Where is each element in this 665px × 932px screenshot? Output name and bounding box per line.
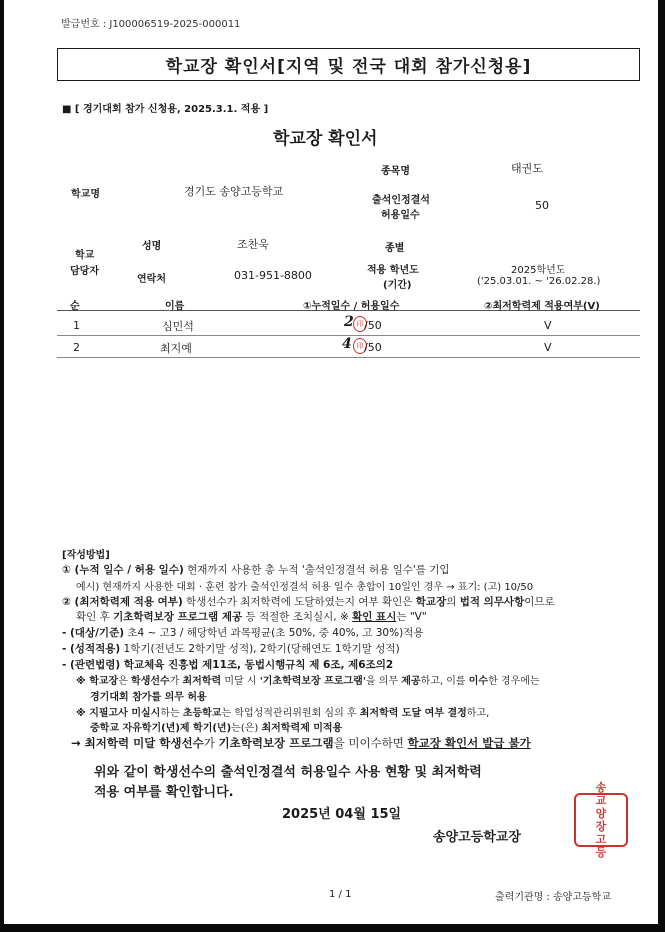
- row-1-seal-mark: 印: [353, 316, 367, 332]
- method-3-term: ② (최저학력제 적용 여부): [62, 596, 183, 608]
- method-line-11: [90, 719, 342, 734]
- main-title: 학교장 확인서[지역 및 전국 대회 참가신청용]: [57, 48, 640, 81]
- method-line-8: [76, 672, 540, 687]
- method-10-f: 하고,: [466, 708, 490, 719]
- method-line-2: 예시) 현재까지 사용한 대회 · 훈련 참가 출석인정결석 허용 일수 총합이 10일인 경우 → 표기: (고) 10/50: [76, 582, 534, 593]
- seal-char: 고: [595, 833, 607, 846]
- method-line-10: [76, 704, 489, 719]
- row-divider-2: [57, 357, 640, 358]
- row-2-allowed-days: /50: [364, 341, 382, 354]
- grade-year-label-2: (기간): [383, 280, 412, 291]
- contact-label: 연락처: [137, 274, 166, 285]
- method-6-text: 1학기(전년도 2학기말 성적), 2학기(당해연도 1학기말 성적): [120, 643, 400, 655]
- method-12-a: → 최저학력 미달 학생선수: [71, 736, 204, 750]
- row-2-seal-mark: 印: [353, 338, 367, 354]
- method-4-end: 는 "V": [396, 611, 427, 623]
- row-2-used-days: 4: [342, 336, 352, 352]
- page-number: 1 / 1: [329, 889, 352, 900]
- row-2-name: 최지예: [160, 342, 192, 355]
- row-2-check: V: [544, 341, 552, 354]
- seal-char: 양: [595, 807, 607, 820]
- method-5-text: 초4 ~ 고3 / 해당학년 과목평균(초 50%, 중 40%, 고 30%)적용: [124, 627, 424, 639]
- principal-signature: 송양고등학교장: [433, 830, 521, 845]
- method-4-mid: 등 적절한 조치실시, ※: [242, 611, 353, 623]
- method-8-b: 은: [118, 676, 132, 687]
- method-8-j: 하고, 이를: [420, 676, 469, 687]
- seal-char: 송: [595, 781, 607, 794]
- contact-value: 031-951-8800: [234, 269, 312, 282]
- school-value: 경기도 송양고등학교: [184, 185, 284, 198]
- row-2-no: 2: [73, 341, 80, 354]
- allow-days-label-2: 허용일수: [381, 210, 420, 221]
- method-8-f: 미달 시: [221, 676, 260, 687]
- method-6-term: - (성적적용): [62, 643, 121, 655]
- method-4-program: 기초학력보장 프로그램 제공: [113, 611, 243, 623]
- method-5-term: - (대상/기준): [62, 627, 125, 639]
- col-header-min-academic: ②최저학력제 적용여부(V): [484, 301, 600, 312]
- method-11-b: 는(은): [231, 723, 262, 734]
- scan-border-right: [658, 0, 665, 932]
- method-3-principal: 학교장: [415, 596, 447, 608]
- method-12-c: 기초학력보장 프로그램: [218, 736, 334, 750]
- row-1-allowed-days: /50: [364, 319, 382, 332]
- official-school-seal: [574, 781, 628, 859]
- method-line-1: [62, 562, 450, 577]
- section-tag: ■ [ 경기대회 참가 신청용, 2025.3.1. 적용 ]: [62, 104, 269, 115]
- scan-border-bottom: [0, 924, 665, 932]
- method-10-a: ※ 지필고사 미실시: [76, 708, 161, 719]
- method-8-e: 최저학력: [182, 676, 222, 687]
- grade-year-value-2: ('25.03.01. ~ '26.02.28.): [477, 276, 601, 287]
- method-line-9: [90, 688, 207, 703]
- method-line-3: [62, 594, 555, 609]
- seal-char: 교: [595, 794, 607, 807]
- document-title: 학교장 확인서: [273, 129, 378, 149]
- method-8-l: 한 경우에는: [488, 676, 540, 687]
- row-1-used-days: 2: [344, 314, 354, 330]
- method-11-a: 중학교 자유학기(년)제 학기(년): [90, 723, 232, 734]
- row-1-no: 1: [73, 319, 80, 332]
- manager-label-2: 담당자: [70, 266, 99, 277]
- manager-name-value: 조찬욱: [237, 238, 269, 251]
- method-line-4: [76, 609, 427, 624]
- allow-days-value: 50: [535, 199, 549, 212]
- method-3-text: 학생선수가 최저학력에 도달하였는지 여부 확인은: [182, 596, 416, 608]
- method-3-end: 이므로: [524, 596, 555, 608]
- col-header-no: 순: [70, 301, 80, 312]
- method-12-e: 학교장 확인서 발급 불가: [407, 736, 531, 750]
- method-4-mark: 확인 표시: [352, 611, 397, 623]
- method-heading: [작성방법]: [62, 550, 110, 561]
- method-line-5: [62, 625, 423, 640]
- col-header-days: ①누적일수 / 허용일수: [303, 301, 400, 312]
- method-8-g: '기초학력보장 프로그램': [259, 676, 366, 687]
- method-9-text: 경기대회 참가를 의무 허용: [90, 692, 207, 703]
- seal-char: 장: [595, 820, 607, 833]
- method-3-duty: 법적 의무사항: [459, 596, 525, 608]
- manager-name-label: 성명: [142, 241, 162, 252]
- allow-days-label-1: 출석인정결석: [372, 195, 430, 206]
- method-line-7: [62, 657, 393, 672]
- method-1-term: ① (누적 일수 / 허용 일수): [62, 564, 184, 576]
- method-1-text: 현재까지 사용한 총 누적 '출석인정결석 허용 일수'를 기입: [183, 564, 450, 576]
- method-10-d: 는 학업성적관리위원회 심의 후: [221, 708, 360, 719]
- issuer-name: 출력기관명 : 송양고등학교: [495, 892, 611, 903]
- method-8-k: 이수: [468, 676, 489, 687]
- method-line-12: [71, 735, 531, 751]
- method-8-i: 제공: [401, 676, 421, 687]
- row-1-name: 심민석: [162, 320, 194, 333]
- row-1-check: V: [544, 319, 552, 332]
- school-label: 학교명: [71, 189, 100, 200]
- method-12-b: 가: [203, 736, 219, 750]
- method-12-d: 을 미이수하면: [333, 736, 408, 750]
- grade-year-value-1: 2025학년도: [511, 265, 566, 276]
- issue-number: 발급번호 : J100006519-2025-000011: [61, 19, 241, 30]
- method-10-c: 초등학교: [182, 708, 222, 719]
- seal-char: 등: [595, 846, 607, 859]
- method-10-e: 최저학력 도달 여부 결정: [359, 708, 467, 719]
- method-3-particle: 의: [446, 596, 460, 608]
- method-10-b: 하는: [160, 708, 183, 719]
- method-11-c: 최저학력제 미적용: [261, 723, 343, 734]
- method-8-c: 학생선수: [131, 676, 170, 687]
- manager-label-1: 학교: [75, 250, 95, 261]
- confirm-date: 2025년 04월 15일: [282, 807, 402, 822]
- method-8-d: 가: [169, 676, 183, 687]
- confirm-line-2: 적용 여부를 확인합니다.: [94, 785, 234, 800]
- method-7-text: 학교체육 진흥법 제11조, 동법시행규칙 제 6조, 제6조의2: [120, 659, 394, 671]
- event-value: 태권도: [511, 162, 543, 175]
- event-label: 종목명: [381, 166, 410, 177]
- method-4-text: 확인 후: [76, 611, 114, 623]
- col-header-name: 이름: [165, 301, 185, 312]
- method-8-a: ※ 학교장: [76, 676, 119, 687]
- method-line-6: [62, 641, 400, 656]
- scan-border-left: [0, 0, 4, 932]
- gender-label: 종별: [385, 243, 405, 254]
- method-7-term: - (관련법령): [62, 659, 121, 671]
- confirm-line-1: 위와 같이 학생선수의 출석인정결석 허용일수 사용 현황 및 최저학력: [94, 765, 482, 780]
- method-8-h: 을 의무: [365, 676, 402, 687]
- grade-year-label-1: 적용 학년도: [367, 265, 419, 276]
